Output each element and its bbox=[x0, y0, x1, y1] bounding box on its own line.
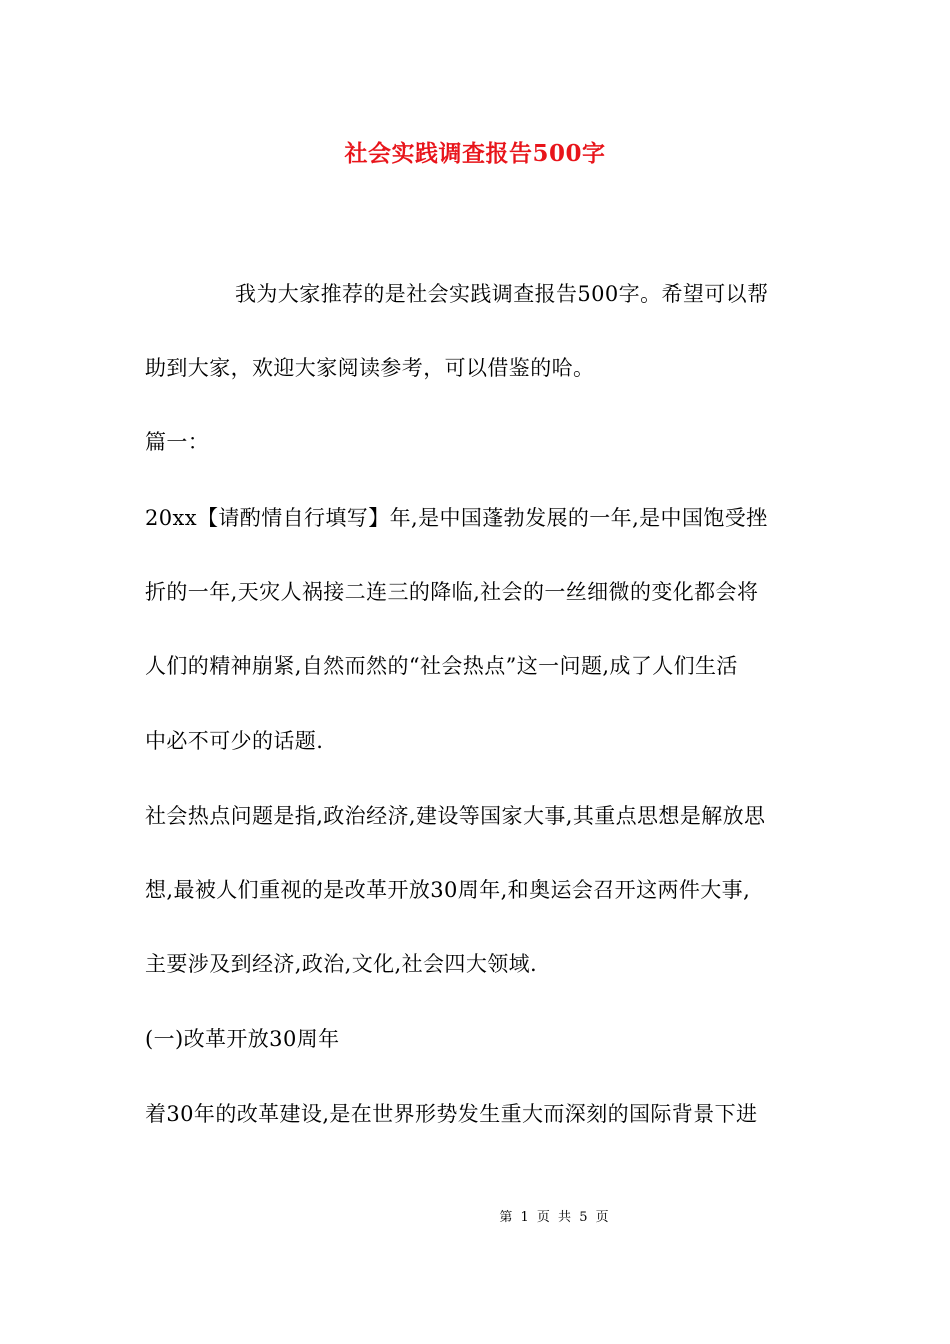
paragraph-line: 助到大家，欢迎大家阅读参考，可以借鉴的哈。 bbox=[145, 356, 595, 380]
paragraph-line: 主要涉及到经济,政治,文化,社会四大领域. bbox=[145, 952, 538, 976]
page-number-footer: 第 1 页 共 5 页 bbox=[499, 1210, 611, 1225]
paragraph-line: 中必不可少的话题. bbox=[145, 729, 324, 753]
paragraph-line: 想,最被人们重视的是改革开放30周年,和奥运会召开这两件大事, bbox=[145, 878, 751, 902]
paragraph-line: 着30年的改革建设,是在世界形势发生重大而深刻的国际背景下进 bbox=[145, 1102, 758, 1126]
paragraph-line: 人们的精神崩紧,自然而然的“社会热点”这一问题,成了人们生活 bbox=[145, 654, 738, 678]
paragraph-line: 社会热点问题是指,政治经济,建设等国家大事,其重点思想是解放思 bbox=[145, 804, 766, 828]
paragraph-line: 20xx【请酌情自行填写】年,是中国蓬勃发展的一年,是中国饱受挫 bbox=[145, 506, 768, 530]
paragraph-line: 折的一年,天灾人祸接二连三的降临,社会的一丝细微的变化都会将 bbox=[145, 580, 759, 604]
subsection-heading: (一)改革开放30周年 bbox=[145, 1027, 340, 1051]
paragraph-line: 我为大家推荐的是社会实践调查报告500字。希望可以帮 bbox=[235, 282, 769, 306]
section-heading: 篇一： bbox=[145, 430, 210, 454]
document-title: 社会实践调查报告500字 bbox=[344, 140, 606, 167]
